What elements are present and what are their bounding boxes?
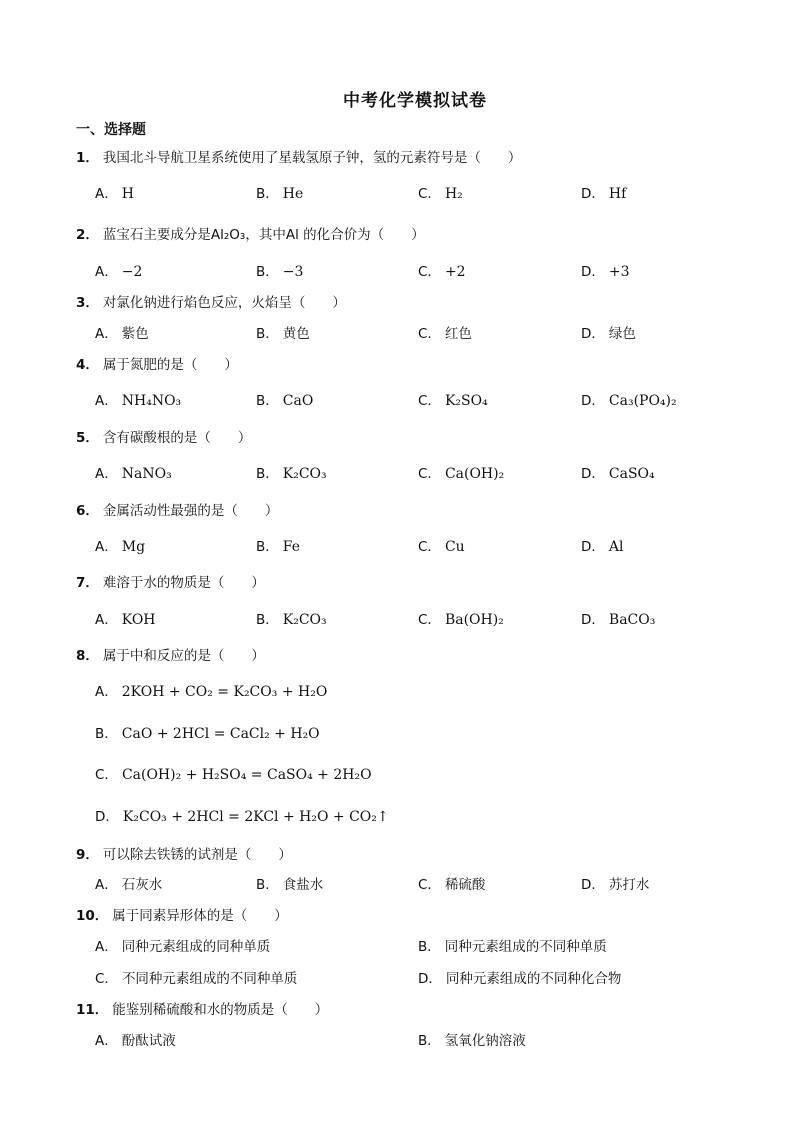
option-1d[interactable]: D． Hf bbox=[581, 186, 627, 202]
question-9 bbox=[76, 843, 292, 863]
option-9d[interactable]: D． 苏打水 bbox=[581, 877, 650, 893]
option-9b[interactable]: B． 食盐水 bbox=[256, 877, 324, 893]
question-text: 我国北斗导航卫星系统使用了星载氢原子钟，氢的元素符号是（ ） bbox=[102, 150, 522, 166]
option-8b[interactable]: B． CaO + 2HCl = CaCl₂ + H₂O bbox=[95, 726, 320, 742]
question-number: 5． bbox=[76, 430, 99, 446]
question-text: 蓝宝石主要成分是Al₂O₃，其中Al 的化合价为（ ） bbox=[102, 227, 425, 243]
option-9c[interactable]: C． 稀硫酸 bbox=[418, 877, 486, 893]
option-4b[interactable]: B． CaO bbox=[256, 393, 314, 409]
question-text: 属于氮肥的是（ ） bbox=[102, 357, 238, 373]
option-1c[interactable]: C． H₂ bbox=[418, 186, 463, 202]
question-number: 8． bbox=[76, 648, 99, 664]
question-number: 2． bbox=[76, 227, 99, 243]
option-1a[interactable]: A． H bbox=[95, 186, 134, 202]
option-6c[interactable]: C． Cu bbox=[418, 539, 465, 555]
option-10b[interactable]: B． 同种元素组成的不同种单质 bbox=[418, 939, 607, 955]
option-11a[interactable]: A． 酚酞试液 bbox=[95, 1033, 176, 1049]
question-text: 难溶于水的物质是（ ） bbox=[102, 575, 265, 591]
option-8d[interactable]: D． K₂CO₃ + 2HCl = 2KCl + H₂O + CO₂↑ bbox=[95, 809, 389, 825]
option-8c[interactable]: C． Ca(OH)₂ + H₂SO₄ = CaSO₄ + 2H₂O bbox=[95, 767, 372, 783]
section-heading: 一、选择题 bbox=[76, 122, 146, 138]
option-10a[interactable]: A． 同种元素组成的同种单质 bbox=[95, 939, 271, 955]
question-11 bbox=[76, 998, 328, 1018]
question-7 bbox=[76, 571, 265, 591]
option-6b[interactable]: B． Fe bbox=[256, 539, 300, 555]
question-text: 属于同素异形体的是（ ） bbox=[112, 908, 288, 924]
option-2c[interactable]: C． +2 bbox=[418, 264, 466, 280]
page-title: 中考化学模拟试卷 bbox=[343, 91, 487, 111]
option-3b[interactable]: B． 黄色 bbox=[256, 326, 310, 342]
question-text: 对氯化钠进行焰色反应，火焰呈（ ） bbox=[102, 295, 346, 311]
question-text: 可以除去铁锈的试剂是（ ） bbox=[102, 847, 292, 863]
option-4c[interactable]: C． K₂SO₄ bbox=[418, 393, 488, 409]
option-4a[interactable]: A． NH₄NO₃ bbox=[95, 393, 182, 409]
question-number: 10． bbox=[76, 908, 109, 924]
question-number: 1． bbox=[76, 150, 99, 166]
option-4d[interactable]: D． Ca₃(PO₄)₂ bbox=[581, 393, 677, 409]
option-5b[interactable]: B． K₂CO₃ bbox=[256, 466, 327, 482]
question-text: 金属活动性最强的是（ ） bbox=[102, 503, 279, 519]
option-5d[interactable]: D． CaSO₄ bbox=[581, 466, 655, 482]
question-8 bbox=[76, 644, 265, 664]
question-1 bbox=[76, 146, 521, 166]
option-6a[interactable]: A． Mg bbox=[95, 539, 146, 555]
option-6d[interactable]: D． Al bbox=[581, 539, 624, 555]
option-10c[interactable]: C． 不同种元素组成的不同种单质 bbox=[95, 971, 298, 987]
question-number: 6． bbox=[76, 503, 99, 519]
question-10 bbox=[76, 904, 288, 924]
option-5a[interactable]: A． NaNO₃ bbox=[95, 466, 172, 482]
option-7d[interactable]: D． BaCO₃ bbox=[581, 612, 656, 628]
option-2b[interactable]: B． −3 bbox=[256, 264, 304, 280]
option-9a[interactable]: A． 石灰水 bbox=[95, 877, 163, 893]
question-text: 属于中和反应的是（ ） bbox=[102, 648, 265, 664]
option-7c[interactable]: C． Ba(OH)₂ bbox=[418, 612, 504, 628]
question-number: 11． bbox=[76, 1002, 109, 1018]
option-3d[interactable]: D． 绿色 bbox=[581, 326, 636, 342]
option-8a[interactable]: A． 2KOH + CO₂ = K₂CO₃ + H₂O bbox=[95, 684, 328, 700]
option-3a[interactable]: A． 紫色 bbox=[95, 326, 149, 342]
question-3 bbox=[76, 291, 346, 311]
option-7a[interactable]: A． KOH bbox=[95, 612, 156, 628]
question-5 bbox=[76, 426, 251, 446]
question-text: 能鉴别稀硫酸和水的物质是（ ） bbox=[112, 1002, 329, 1018]
option-10d[interactable]: D． 同种元素组成的不同种化合物 bbox=[418, 971, 622, 987]
question-4 bbox=[76, 353, 238, 373]
question-number: 3． bbox=[76, 295, 99, 311]
option-2a[interactable]: A． −2 bbox=[95, 264, 143, 280]
option-2d[interactable]: D． +3 bbox=[581, 264, 630, 280]
question-6 bbox=[76, 499, 278, 519]
option-7b[interactable]: B． K₂CO₃ bbox=[256, 612, 327, 628]
question-number: 4． bbox=[76, 357, 99, 373]
option-11b[interactable]: B． 氢氧化钠溶液 bbox=[418, 1033, 526, 1049]
option-5c[interactable]: C． Ca(OH)₂ bbox=[418, 466, 505, 482]
option-3c[interactable]: C． 红色 bbox=[418, 326, 472, 342]
question-number: 7． bbox=[76, 575, 99, 591]
question-number: 9． bbox=[76, 847, 99, 863]
question-2 bbox=[76, 223, 425, 243]
question-text: 含有碳酸根的是（ ） bbox=[102, 430, 252, 446]
option-1b[interactable]: B． He bbox=[256, 186, 304, 202]
